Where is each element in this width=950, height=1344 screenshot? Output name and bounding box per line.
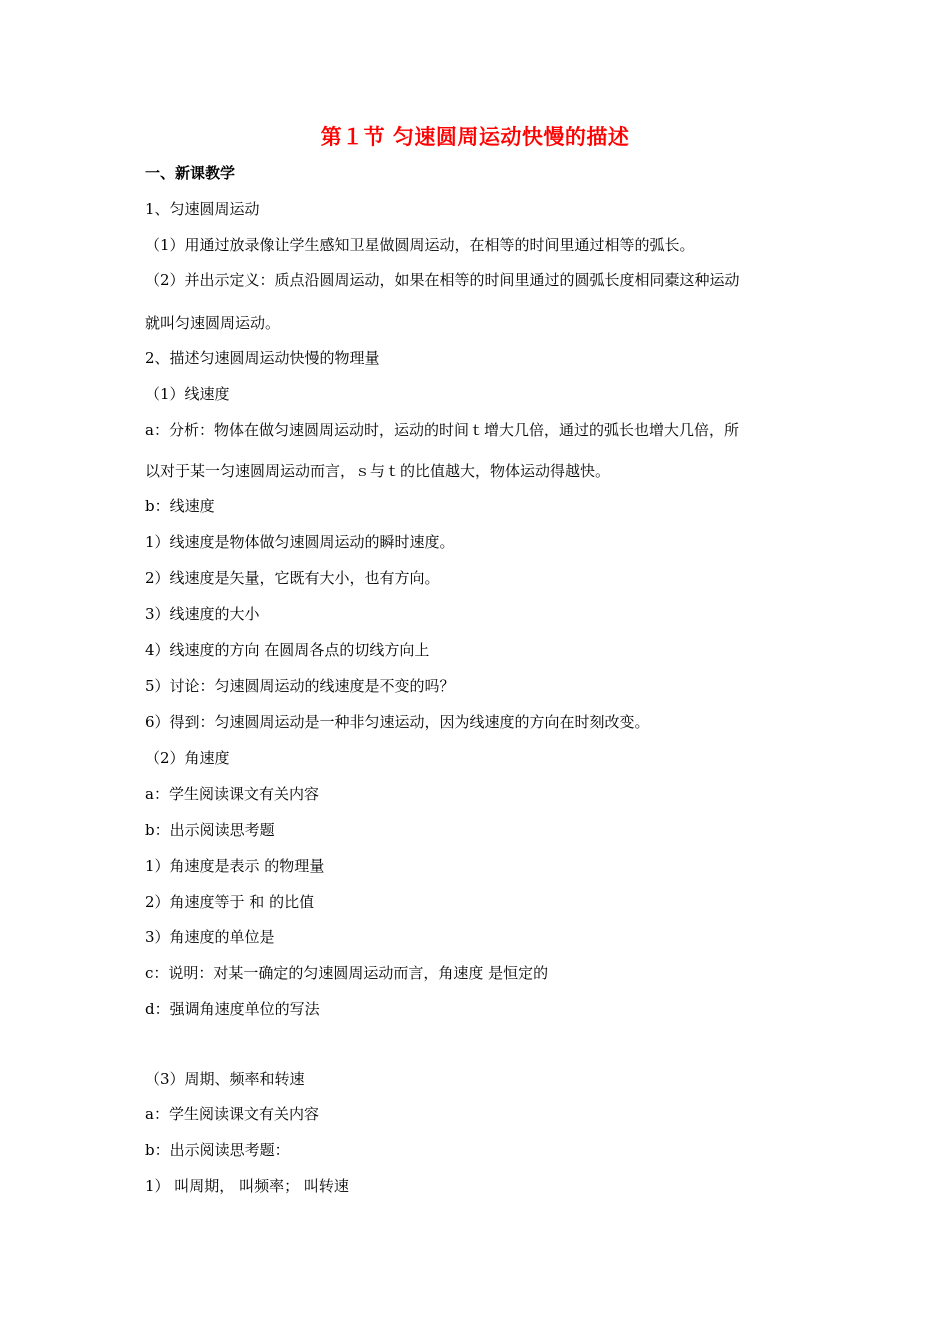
document-title: 第１节 匀速圆周运动快慢的描述 — [320, 124, 630, 149]
subsection-heading: 2、描述匀速圆周运动快慢的物理量 — [145, 349, 380, 367]
paragraph-line: （1）线速度 — [145, 385, 230, 403]
paragraph-line: 2）角速度等于 和 的比值 — [145, 893, 315, 911]
paragraph-line: 3）线速度的大小 — [145, 605, 260, 623]
paragraph-line: （2）并出示定义：质点沿圆周运动，如果在相等的时间里通过的圆弧长度相同橐这种运动 — [145, 271, 740, 289]
paragraph-line: 以对于某一匀速圆周运动而言，ｓ与ｔ的比值越大，物体运动得越快。 — [145, 462, 611, 480]
paragraph-line: 3）角速度的单位是 — [145, 928, 275, 946]
subsection-heading: 1、匀速圆周运动 — [145, 200, 260, 218]
paragraph-line: d：强调角速度单位的写法 — [145, 1000, 320, 1018]
paragraph-line: b：线速度 — [145, 497, 215, 515]
paragraph-line: b：出示阅读思考题： — [145, 1141, 290, 1159]
paragraph-line: c：说明：对某一确定的匀速圆周运动而言，角速度 是恒定的 — [145, 964, 549, 982]
paragraph-line: 5）讨论：匀速圆周运动的线速度是不变的吗？ — [145, 677, 455, 695]
paragraph-line: a：分析：物体在做匀速圆周运动时，运动的时间ｔ增大几倍，通过的弧长也增大几倍，所 — [145, 421, 739, 439]
paragraph-line: 2）线速度是矢量，它既有大小，也有方向。 — [145, 569, 440, 587]
paragraph-line: （3）周期、频率和转速 — [145, 1070, 305, 1088]
paragraph-line: a：学生阅读课文有关内容 — [145, 785, 319, 803]
paragraph-line: a：学生阅读课文有关内容 — [145, 1105, 319, 1123]
paragraph-line: （1）用通过放录像让学生感知卫星做圆周运动，在相等的时间里通过相等的弧长。 — [145, 236, 695, 254]
paragraph-line: 1） 叫周期， 叫频率； 叫转速 — [145, 1177, 349, 1195]
paragraph-line: 6）得到：匀速圆周运动是一种非匀速运动，因为线速度的方向在时刻改变。 — [145, 713, 650, 731]
paragraph-line: （2）角速度 — [145, 749, 230, 767]
paragraph-line: 就叫匀速圆周运动。 — [145, 314, 281, 332]
paragraph-line: 4）线速度的方向 在圆周各点的切线方向上 — [145, 641, 430, 659]
paragraph-line: 1）角速度是表示 的物理量 — [145, 857, 325, 875]
paragraph-line: 1）线速度是物体做匀速圆周运动的瞬时速度。 — [145, 533, 455, 551]
section-heading: 一、新课教学 — [145, 164, 236, 182]
paragraph-line: b：出示阅读思考题 — [145, 821, 275, 839]
